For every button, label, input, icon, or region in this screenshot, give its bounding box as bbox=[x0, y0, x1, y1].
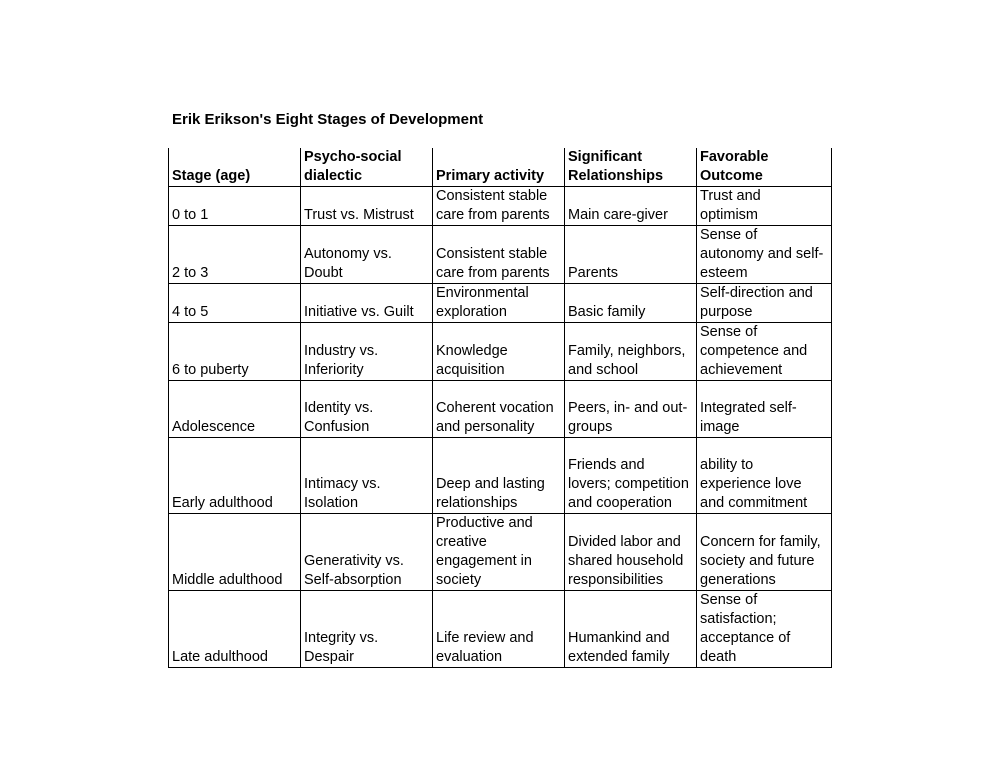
table-row bbox=[169, 226, 832, 284]
cell-relationships: Basic family bbox=[565, 284, 697, 323]
cell-dialectic: Autonomy vs. Doubt bbox=[301, 226, 433, 284]
cell-activity: Life review and evaluation bbox=[433, 591, 565, 668]
cell-relationships: Divided labor and shared household responsibilities bbox=[565, 514, 697, 591]
cell-activity: Deep and lasting relationships bbox=[433, 438, 565, 514]
cell-stage: Late adulthood bbox=[169, 591, 301, 668]
table-row bbox=[169, 323, 832, 381]
table-row bbox=[169, 514, 832, 591]
table-row bbox=[169, 438, 832, 514]
table-row bbox=[169, 591, 832, 668]
cell-relationships: Peers, in- and out- groups bbox=[565, 381, 697, 438]
cell-dialectic: Initiative vs. Guilt bbox=[301, 284, 433, 323]
cell-stage: Adolescence bbox=[169, 381, 301, 438]
cell-dialectic: Industry vs. Inferiority bbox=[301, 323, 433, 381]
header-relationships: Significant Relationships bbox=[565, 148, 697, 187]
table-row bbox=[169, 284, 832, 323]
header-outcome: Favorable Outcome bbox=[697, 148, 832, 187]
cell-relationships: Family, neighbors, and school bbox=[565, 323, 697, 381]
stages-table bbox=[168, 148, 832, 668]
header-dialectic: Psycho-social dialectic bbox=[301, 148, 433, 187]
cell-dialectic: Identity vs. Confusion bbox=[301, 381, 433, 438]
cell-outcome: Sense of satisfaction; acceptance of death bbox=[697, 591, 832, 668]
document-title: Erik Erikson's Eight Stages of Development bbox=[172, 111, 484, 128]
cell-activity: Knowledge acquisition bbox=[433, 323, 565, 381]
cell-stage: 0 to 1 bbox=[169, 187, 301, 226]
cell-outcome: ability to experience love and commitment bbox=[697, 438, 832, 514]
cell-stage: 4 to 5 bbox=[169, 284, 301, 323]
table-header-row bbox=[169, 148, 832, 187]
cell-activity: Consistent stable care from parents bbox=[433, 226, 565, 284]
cell-outcome: Integrated self- image bbox=[697, 381, 832, 438]
cell-stage: Middle adulthood bbox=[169, 514, 301, 591]
cell-relationships: Friends and lovers; competition and cooperation bbox=[565, 438, 697, 514]
cell-activity: Coherent vocation and personality bbox=[433, 381, 565, 438]
header-activity: Primary activity bbox=[433, 148, 565, 187]
cell-activity: Productive and creative engagement in society bbox=[433, 514, 565, 591]
cell-activity: Consistent stable care from parents bbox=[433, 187, 565, 226]
cell-stage: Early adulthood bbox=[169, 438, 301, 514]
cell-dialectic: Integrity vs. Despair bbox=[301, 591, 433, 668]
cell-relationships: Parents bbox=[565, 226, 697, 284]
cell-dialectic: Generativity vs. Self-absorption bbox=[301, 514, 433, 591]
cell-relationships: Humankind and extended family bbox=[565, 591, 697, 668]
cell-outcome: Sense of competence and achievement bbox=[697, 323, 832, 381]
table-row bbox=[169, 381, 832, 438]
header-stage: Stage (age) bbox=[169, 148, 301, 187]
cell-outcome: Sense of autonomy and self- esteem bbox=[697, 226, 832, 284]
cell-relationships: Main care-giver bbox=[565, 187, 697, 226]
cell-dialectic: Trust vs. Mistrust bbox=[301, 187, 433, 226]
cell-dialectic: Intimacy vs. Isolation bbox=[301, 438, 433, 514]
cell-outcome: Trust and optimism bbox=[697, 187, 832, 226]
cell-stage: 6 to puberty bbox=[169, 323, 301, 381]
cell-activity: Environmental exploration bbox=[433, 284, 565, 323]
table-row bbox=[169, 187, 832, 226]
cell-outcome: Concern for family, society and future generations bbox=[697, 514, 832, 591]
cell-stage: 2 to 3 bbox=[169, 226, 301, 284]
cell-outcome: Self-direction and purpose bbox=[697, 284, 832, 323]
